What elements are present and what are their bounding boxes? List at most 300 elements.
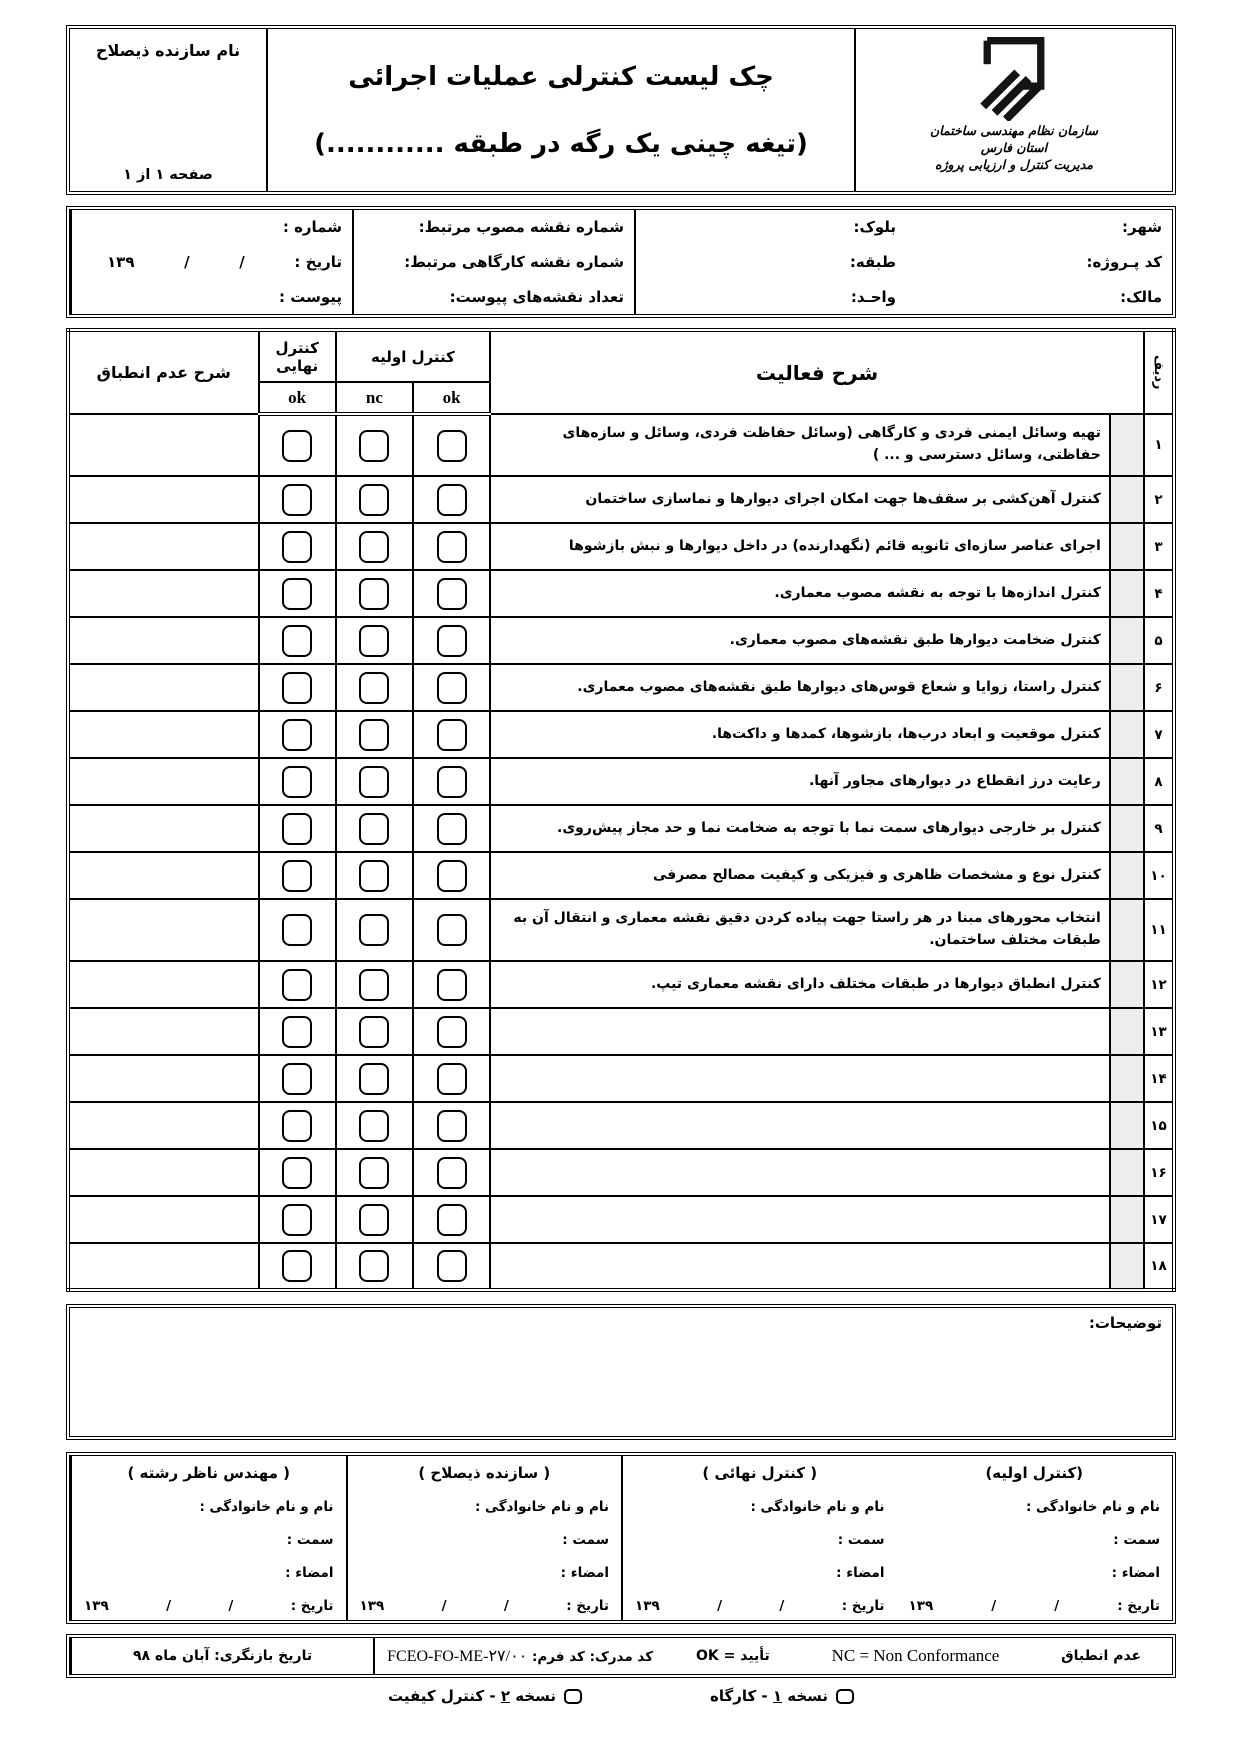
date-year-prefix: ۱۳۹	[359, 1598, 385, 1614]
activity-text	[490, 1149, 1110, 1196]
final-ok-cell	[259, 1055, 336, 1102]
owner-field-label: مالک:	[1120, 288, 1162, 306]
final-ok-checkbox[interactable]	[282, 1204, 312, 1236]
initial-ok-cell	[413, 617, 490, 664]
nonconformance-cell[interactable]	[68, 758, 259, 805]
initial-ok-cell	[413, 1243, 490, 1290]
initial-ok-cell	[413, 1102, 490, 1149]
nonconformance-cell[interactable]	[68, 617, 259, 664]
form-subtitle: (تیغه چینی یک رگه در طبقه ............)	[314, 128, 808, 159]
nonconformance-cell[interactable]	[68, 523, 259, 570]
final-ok-cell	[259, 961, 336, 1008]
initial-ok-cell	[413, 758, 490, 805]
final-ok-cell	[259, 899, 336, 961]
final-ok-cell	[259, 570, 336, 617]
initial-nc-cell	[336, 852, 413, 899]
initial-ok-checkbox[interactable]	[437, 1063, 467, 1095]
signature-title: (کنترل اولیه)	[985, 1464, 1084, 1482]
nonconformance-cell[interactable]	[68, 1008, 259, 1055]
row-number: ۶	[1144, 664, 1174, 711]
nonconformance-cell[interactable]	[68, 1196, 259, 1243]
final-ok-cell	[259, 711, 336, 758]
final-ok-cell	[259, 852, 336, 899]
checklist-row	[68, 617, 1174, 664]
initial-nc-cell	[336, 961, 413, 1008]
date-year-prefix: ۱۳۹	[908, 1598, 934, 1614]
row-number: ۱۱	[1144, 899, 1174, 961]
gray-strip-cell	[1110, 1102, 1144, 1149]
nc-legend-text: NC = Non Conformance	[831, 1646, 1000, 1665]
activity-text: کنترل موقعیت و ابعاد درب‌ها، بازشوها، کمدها و داکت‌ها.	[490, 711, 1110, 758]
initial-nc-cell	[336, 664, 413, 711]
nonconformance-cell[interactable]	[68, 1055, 259, 1102]
initial-ok-checkbox[interactable]	[437, 1204, 467, 1236]
checklist-row	[68, 1008, 1174, 1055]
initial-nc-cell	[336, 711, 413, 758]
attached-maps-field-label: تعداد نقشه‌های پیوست:	[449, 288, 624, 306]
initial-nc-cell	[336, 523, 413, 570]
copy-versions-row	[66, 1687, 1176, 1705]
activity-text: کنترل بر خارجی دیوارهای سمت نما با توجه به ضخامت نما و حد مجاز پیش‌روی.	[490, 805, 1110, 852]
activity-text: کنترل راستا، زوایا و شعاع قوس‌های دیوارها طبق نقشه‌های مصوب معماری.	[490, 664, 1110, 711]
initial-nc-checkbox[interactable]	[359, 914, 389, 946]
revision-date-cell	[70, 1638, 373, 1674]
footer-legend-bar	[66, 1634, 1176, 1678]
project-code-field-label: کد پـروژه:	[1086, 253, 1162, 271]
date-year-prefix: ۱۳۹	[84, 1598, 109, 1614]
project-info-box	[66, 206, 1176, 318]
date-slash: /	[239, 253, 245, 271]
final-control-header: کنترل نهایی	[259, 330, 336, 382]
final-ok-checkbox[interactable]	[282, 969, 312, 1001]
row-number: ۸	[1144, 758, 1174, 805]
info-col-position	[634, 210, 906, 314]
nonconformance-cell[interactable]	[68, 664, 259, 711]
nonconformance-cell[interactable]	[68, 961, 259, 1008]
initial-ok-cell	[413, 852, 490, 899]
initial-ok-cell	[413, 1149, 490, 1196]
final-ok-checkbox[interactable]	[282, 531, 312, 563]
initial-nc-checkbox[interactable]	[359, 1016, 389, 1048]
final-ok-cell	[259, 1102, 336, 1149]
initial-nc-checkbox[interactable]	[359, 813, 389, 845]
gray-strip-cell	[1110, 711, 1144, 758]
final-ok-checkbox[interactable]	[282, 1250, 312, 1282]
revision-date-label: تاریخ بازنگری: آبان ماه ۹۸	[133, 1648, 313, 1664]
row-number: ۵	[1144, 617, 1174, 664]
initial-ok-checkbox[interactable]	[437, 531, 467, 563]
checklist-table	[66, 328, 1176, 1292]
initial-ok-checkbox[interactable]	[437, 860, 467, 892]
final-ok-checkbox[interactable]	[282, 625, 312, 657]
version-2-label: نسخه ۲ - کنترل کیفیت	[387, 1687, 556, 1705]
checklist-row	[68, 1149, 1174, 1196]
activity-text: اجرای عناصر سازه‌ای ثانویه قائم (نگهدارنده) در داخل دیوارها و نبش بازشوها	[490, 523, 1110, 570]
final-ok-checkbox[interactable]	[282, 813, 312, 845]
row-number: ۱۳	[1144, 1008, 1174, 1055]
nonconformance-cell[interactable]	[68, 1102, 259, 1149]
initial-nc-cell	[336, 1196, 413, 1243]
date-label: تاریخ :	[566, 1598, 609, 1614]
signature-date	[909, 1598, 1161, 1614]
attachment-field-label: پیوست :	[278, 288, 342, 306]
gray-strip-cell	[1110, 1055, 1144, 1102]
checklist-row	[68, 523, 1174, 570]
info-col-location	[906, 210, 1172, 314]
initial-nc-checkbox[interactable]	[359, 766, 389, 798]
row-number: ۱۶	[1144, 1149, 1174, 1196]
gray-strip-cell	[1110, 664, 1144, 711]
signature-col-initial-control	[897, 1456, 1173, 1620]
checklist-row	[68, 1243, 1174, 1290]
final-ok-checkbox[interactable]	[282, 578, 312, 610]
row-number: ۱۴	[1144, 1055, 1174, 1102]
initial-ok-cell	[413, 961, 490, 1008]
checklist-row	[68, 805, 1174, 852]
initial-ok-checkbox[interactable]	[437, 672, 467, 704]
initial-control-header: کنترل اولیه	[336, 330, 490, 382]
row-number: ۱۵	[1144, 1102, 1174, 1149]
name-label: نام و نام خانوادگی :	[1025, 1499, 1160, 1515]
initial-ok-cell	[413, 711, 490, 758]
final-ok-checkbox[interactable]	[282, 766, 312, 798]
checklist-row	[68, 961, 1174, 1008]
city-field-label: شهر:	[1122, 218, 1162, 236]
initial-ok-cell	[413, 414, 490, 476]
initial-nc-cell	[336, 1008, 413, 1055]
document-code-cell	[373, 1638, 665, 1674]
final-ok-checkbox[interactable]	[282, 914, 312, 946]
date-year-prefix: ۱۳۹	[635, 1598, 660, 1614]
unit-field-label: واحـد:	[850, 288, 896, 306]
final-ok-checkbox[interactable]	[282, 860, 312, 892]
initial-nc-checkbox[interactable]	[359, 969, 389, 1001]
notes-label: توضیحات:	[1088, 1314, 1162, 1332]
nonconformance-cell[interactable]	[68, 414, 259, 476]
builder-name-label: نام سازنده ذیصلاح	[95, 41, 241, 60]
role-label: سمت :	[562, 1532, 609, 1548]
document-code-value: FCEO-FO-ME-۲۷/۰۰	[387, 1648, 528, 1665]
initial-nc-cell	[336, 1055, 413, 1102]
activity-text	[490, 1102, 1110, 1149]
initial-ok-checkbox[interactable]	[437, 1110, 467, 1142]
activity-text	[490, 1055, 1110, 1102]
initial-nc-cell	[336, 617, 413, 664]
initial-ok-checkbox[interactable]	[437, 914, 467, 946]
initial-ok-cell	[413, 570, 490, 617]
activity-text: کنترل نوع و مشخصات ظاهری و فیزیکی و کیفیت مصالح مصرفی	[490, 852, 1110, 899]
info-col-document	[70, 210, 352, 314]
gray-strip-cell	[1110, 961, 1144, 1008]
final-ok-cell	[259, 617, 336, 664]
initial-nc-checkbox[interactable]	[359, 484, 389, 516]
initial-nc-checkbox[interactable]	[359, 430, 389, 462]
version-1-label: نسخه ۱ - کارگاه	[710, 1687, 829, 1705]
nonconformance-cell[interactable]	[68, 570, 259, 617]
gray-strip-cell	[1110, 805, 1144, 852]
date-field	[107, 253, 342, 271]
date-slash: /	[503, 1598, 509, 1614]
number-field-label: شماره :	[282, 218, 342, 236]
initial-ok-cell	[413, 1055, 490, 1102]
form-title: چک لیست کنترلی عملیات اجرائی	[348, 61, 774, 92]
final-ok-cell	[259, 664, 336, 711]
initial-nc-checkbox[interactable]	[359, 719, 389, 751]
row-number: ۳	[1144, 523, 1174, 570]
gray-strip-cell	[1110, 617, 1144, 664]
gray-strip-cell	[1110, 1243, 1144, 1290]
initial-nc-cell	[336, 1102, 413, 1149]
signature-title: ( سازنده ذیصلاح )	[418, 1464, 551, 1482]
info-col-drawings	[352, 210, 634, 314]
row-number: ۱۷	[1144, 1196, 1174, 1243]
checklist-row	[68, 1055, 1174, 1102]
role-label: سمت :	[286, 1532, 334, 1548]
version-2-checkbox[interactable]	[564, 1689, 582, 1704]
checklist-row	[68, 1196, 1174, 1243]
floor-field-label: طبقه:	[849, 253, 896, 271]
row-number: ۱۸	[1144, 1243, 1174, 1290]
row-number-header-label: ردیف	[1150, 355, 1166, 390]
initial-nc-cell	[336, 414, 413, 476]
initial-ok-cell	[413, 1196, 490, 1243]
date-label: تاریخ :	[841, 1598, 885, 1614]
final-ok-checkbox[interactable]	[282, 430, 312, 462]
initial-ok-checkbox[interactable]	[437, 484, 467, 516]
row-number: ۱۰	[1144, 852, 1174, 899]
organization-name-block	[930, 123, 1098, 174]
initial-nc-cell	[336, 899, 413, 961]
initial-nc-checkbox[interactable]	[359, 1063, 389, 1095]
signature-label: امضاء :	[560, 1565, 609, 1581]
gray-strip-cell	[1110, 476, 1144, 523]
date-label: تاریخ :	[1117, 1598, 1160, 1614]
signature-date	[360, 1598, 610, 1614]
gray-strip-cell	[1110, 1149, 1144, 1196]
final-ok-checkbox[interactable]	[282, 719, 312, 751]
signature-date	[635, 1598, 885, 1614]
date-slash: /	[779, 1598, 785, 1614]
initial-ok-cell	[413, 664, 490, 711]
nonconformance-cell[interactable]	[68, 899, 259, 961]
workshop-map-field-label: شماره نقشه کارگاهی مرتبط:	[404, 253, 624, 271]
date-slash: /	[991, 1598, 997, 1614]
checklist-row	[68, 414, 1174, 476]
final-ok-cell	[259, 414, 336, 476]
activity-text: کنترل ضخامت دیوارها طبق نقشه‌های مصوب معماری.	[490, 617, 1110, 664]
initial-nc-cell	[336, 570, 413, 617]
date-field-label: تاریخ :	[294, 253, 342, 271]
final-ok-checkbox[interactable]	[282, 1110, 312, 1142]
final-ok-cell	[259, 758, 336, 805]
initial-ok-checkbox[interactable]	[437, 1016, 467, 1048]
gray-strip-cell	[1110, 1008, 1144, 1055]
initial-ok-cell	[413, 1008, 490, 1055]
checklist-row	[68, 1102, 1174, 1149]
activity-text: کنترل اندازه‌ها با توجه به نقشه مصوب معماری.	[490, 570, 1110, 617]
signature-title: ( کنترل نهائی )	[702, 1464, 818, 1482]
activity-text: رعایت درز انقطاع در دیوارهای مجاور آنها.	[490, 758, 1110, 805]
initial-ok-checkbox[interactable]	[437, 430, 467, 462]
checklist-row	[68, 899, 1174, 961]
checklist-row	[68, 476, 1174, 523]
date-year-prefix: ۱۳۹	[107, 253, 135, 271]
gray-strip-cell	[1110, 570, 1144, 617]
initial-ok-checkbox[interactable]	[437, 625, 467, 657]
date-label: تاریخ :	[290, 1598, 334, 1614]
nonconformance-cell[interactable]	[68, 711, 259, 758]
form-title-cell	[268, 29, 854, 191]
signature-label: امضاء :	[836, 1565, 885, 1581]
checklist-row	[68, 711, 1174, 758]
initial-nc-cell	[336, 476, 413, 523]
notes-area[interactable]	[66, 1304, 1176, 1440]
gray-strip-cell	[1110, 1196, 1144, 1243]
row-number: ۹	[1144, 805, 1174, 852]
signature-col-qualified-builder	[346, 1456, 622, 1620]
name-label: نام و نام خانوادگی :	[750, 1499, 885, 1515]
checklist-row	[68, 852, 1174, 899]
signature-date	[84, 1598, 334, 1614]
date-slash: /	[1054, 1598, 1060, 1614]
initial-ok-cell	[413, 805, 490, 852]
date-slash: /	[228, 1598, 234, 1614]
org-name-line: سازمان نظام مهندسی ساختمان	[929, 123, 1099, 138]
initial-ok-cell	[413, 899, 490, 961]
gray-strip-cell	[1110, 758, 1144, 805]
nonconformance-cell[interactable]	[68, 476, 259, 523]
initial-nc-checkbox[interactable]	[359, 625, 389, 657]
approved-map-field-label: شماره نقشه مصوب مرتبط:	[418, 218, 624, 236]
nonconformance-legend-label: عدم انطباق	[1061, 1648, 1142, 1664]
final-ok-cell	[259, 1243, 336, 1290]
row-number: ۷	[1144, 711, 1174, 758]
nonconformance-column-header: شرح عدم انطباق	[68, 330, 259, 414]
ok-legend-text: تأیید = OK	[696, 1648, 770, 1664]
date-slash: /	[184, 253, 190, 271]
activity-text: کنترل انطباق دیوارها در طبقات مختلف دارای نقشه معماری تیپ.	[490, 961, 1110, 1008]
row-number: ۴	[1144, 570, 1174, 617]
org-province-line: استان فارس	[980, 139, 1048, 155]
gray-strip-cell	[1110, 852, 1144, 899]
activity-text: تهیه وسائل ایمنی فردی و کارگاهی (وسائل حفاظت فردی، وسائل و سازه‌های حفاظتی، وسائل دسترسی و ... )	[490, 414, 1110, 476]
organization-logo-cell	[854, 29, 1172, 191]
signature-label: امضاء :	[1111, 1565, 1160, 1581]
final-ok-checkbox[interactable]	[282, 672, 312, 704]
date-slash: /	[717, 1598, 723, 1614]
row-number: ۱۲	[1144, 961, 1174, 1008]
row-number-column-header	[1144, 330, 1174, 414]
version-2-item	[388, 1687, 582, 1705]
final-ok-checkbox[interactable]	[282, 484, 312, 516]
nonconformance-cell[interactable]	[68, 805, 259, 852]
initial-nc-checkbox[interactable]	[359, 1157, 389, 1189]
final-ok-cell	[259, 805, 336, 852]
fceo-logo-icon	[973, 35, 1055, 121]
signature-col-supervising-engineer	[70, 1456, 346, 1620]
initial-nc-checkbox[interactable]	[359, 1250, 389, 1282]
gray-strip-cell	[1110, 523, 1144, 570]
initial-ok-cell	[413, 476, 490, 523]
initial-ok-cell	[413, 523, 490, 570]
checklist-row	[68, 664, 1174, 711]
final-ok-checkbox[interactable]	[282, 1157, 312, 1189]
initial-ok-checkbox[interactable]	[437, 813, 467, 845]
page-number-label: صفحه ۱ از ۱	[123, 167, 213, 183]
legend-cell	[665, 1638, 1172, 1674]
row-number: ۱	[1144, 414, 1174, 476]
initial-nc-checkbox[interactable]	[359, 1204, 389, 1236]
role-label: سمت :	[1113, 1532, 1160, 1548]
block-field-label: بلوک:	[853, 218, 896, 236]
date-slash: /	[441, 1598, 447, 1614]
version-1-checkbox[interactable]	[836, 1689, 854, 1704]
initial-ok-checkbox[interactable]	[437, 1157, 467, 1189]
initial-ok-checkbox[interactable]	[437, 1250, 467, 1282]
initial-nc-checkbox[interactable]	[359, 672, 389, 704]
document-code-label: کد مدرک: کد فرم:	[531, 1649, 654, 1665]
gray-strip-cell	[1110, 414, 1144, 476]
final-ok-cell	[259, 523, 336, 570]
date-slash: /	[166, 1598, 172, 1614]
initial-ok-subheader: ok	[413, 382, 490, 414]
initial-nc-checkbox[interactable]	[359, 531, 389, 563]
initial-nc-checkbox[interactable]	[359, 860, 389, 892]
initial-nc-cell	[336, 805, 413, 852]
final-ok-checkbox[interactable]	[282, 1063, 312, 1095]
final-ok-cell	[259, 1149, 336, 1196]
role-label: سمت :	[837, 1532, 885, 1548]
initial-nc-cell	[336, 1149, 413, 1196]
initial-ok-checkbox[interactable]	[437, 578, 467, 610]
initial-nc-checkbox[interactable]	[359, 1110, 389, 1142]
nonconformance-cell[interactable]	[68, 852, 259, 899]
activity-text	[490, 1008, 1110, 1055]
gray-strip-cell	[1110, 899, 1144, 961]
final-ok-cell	[259, 476, 336, 523]
row-number: ۲	[1144, 476, 1174, 523]
final-ok-cell	[259, 1008, 336, 1055]
final-ok-cell	[259, 1196, 336, 1243]
activity-text	[490, 1243, 1110, 1290]
initial-nc-subheader: nc	[336, 382, 413, 414]
activity-text: انتخاب محورهای مبنا در هر راستا جهت پیاده کردن دقیق نقشه معماری و انتقال آن به طبقات مختلف ساختمان.	[490, 899, 1110, 961]
signatures-section	[66, 1452, 1176, 1624]
initial-ok-checkbox[interactable]	[437, 766, 467, 798]
final-ok-checkbox[interactable]	[282, 1016, 312, 1048]
activity-column-header: شرح فعالیت	[490, 330, 1144, 414]
nonconformance-cell[interactable]	[68, 1149, 259, 1196]
name-label: نام و نام خانوادگی :	[474, 1499, 609, 1515]
signature-label: امضاء :	[285, 1565, 334, 1581]
form-header	[66, 25, 1176, 195]
nonconformance-cell[interactable]	[68, 1243, 259, 1290]
checklist-row	[68, 758, 1174, 805]
activity-text: کنترل آهن‌کشی بر سقف‌ها جهت امکان اجرای دیوارها و نماسازی ساختمان	[490, 476, 1110, 523]
initial-nc-cell	[336, 1243, 413, 1290]
initial-nc-checkbox[interactable]	[359, 578, 389, 610]
name-label: نام و نام خانوادگی :	[199, 1499, 334, 1515]
initial-nc-cell	[336, 758, 413, 805]
signature-col-final-control	[621, 1456, 897, 1620]
builder-name-cell	[70, 29, 268, 191]
activity-text	[490, 1196, 1110, 1243]
org-department-line: مدیریت کنترل و ارزیابی پروژه	[934, 156, 1094, 172]
initial-ok-checkbox[interactable]	[437, 719, 467, 751]
initial-ok-checkbox[interactable]	[437, 969, 467, 1001]
signature-title: ( مهندس ناظر رشته )	[127, 1464, 291, 1482]
final-ok-subheader: ok	[259, 382, 336, 414]
